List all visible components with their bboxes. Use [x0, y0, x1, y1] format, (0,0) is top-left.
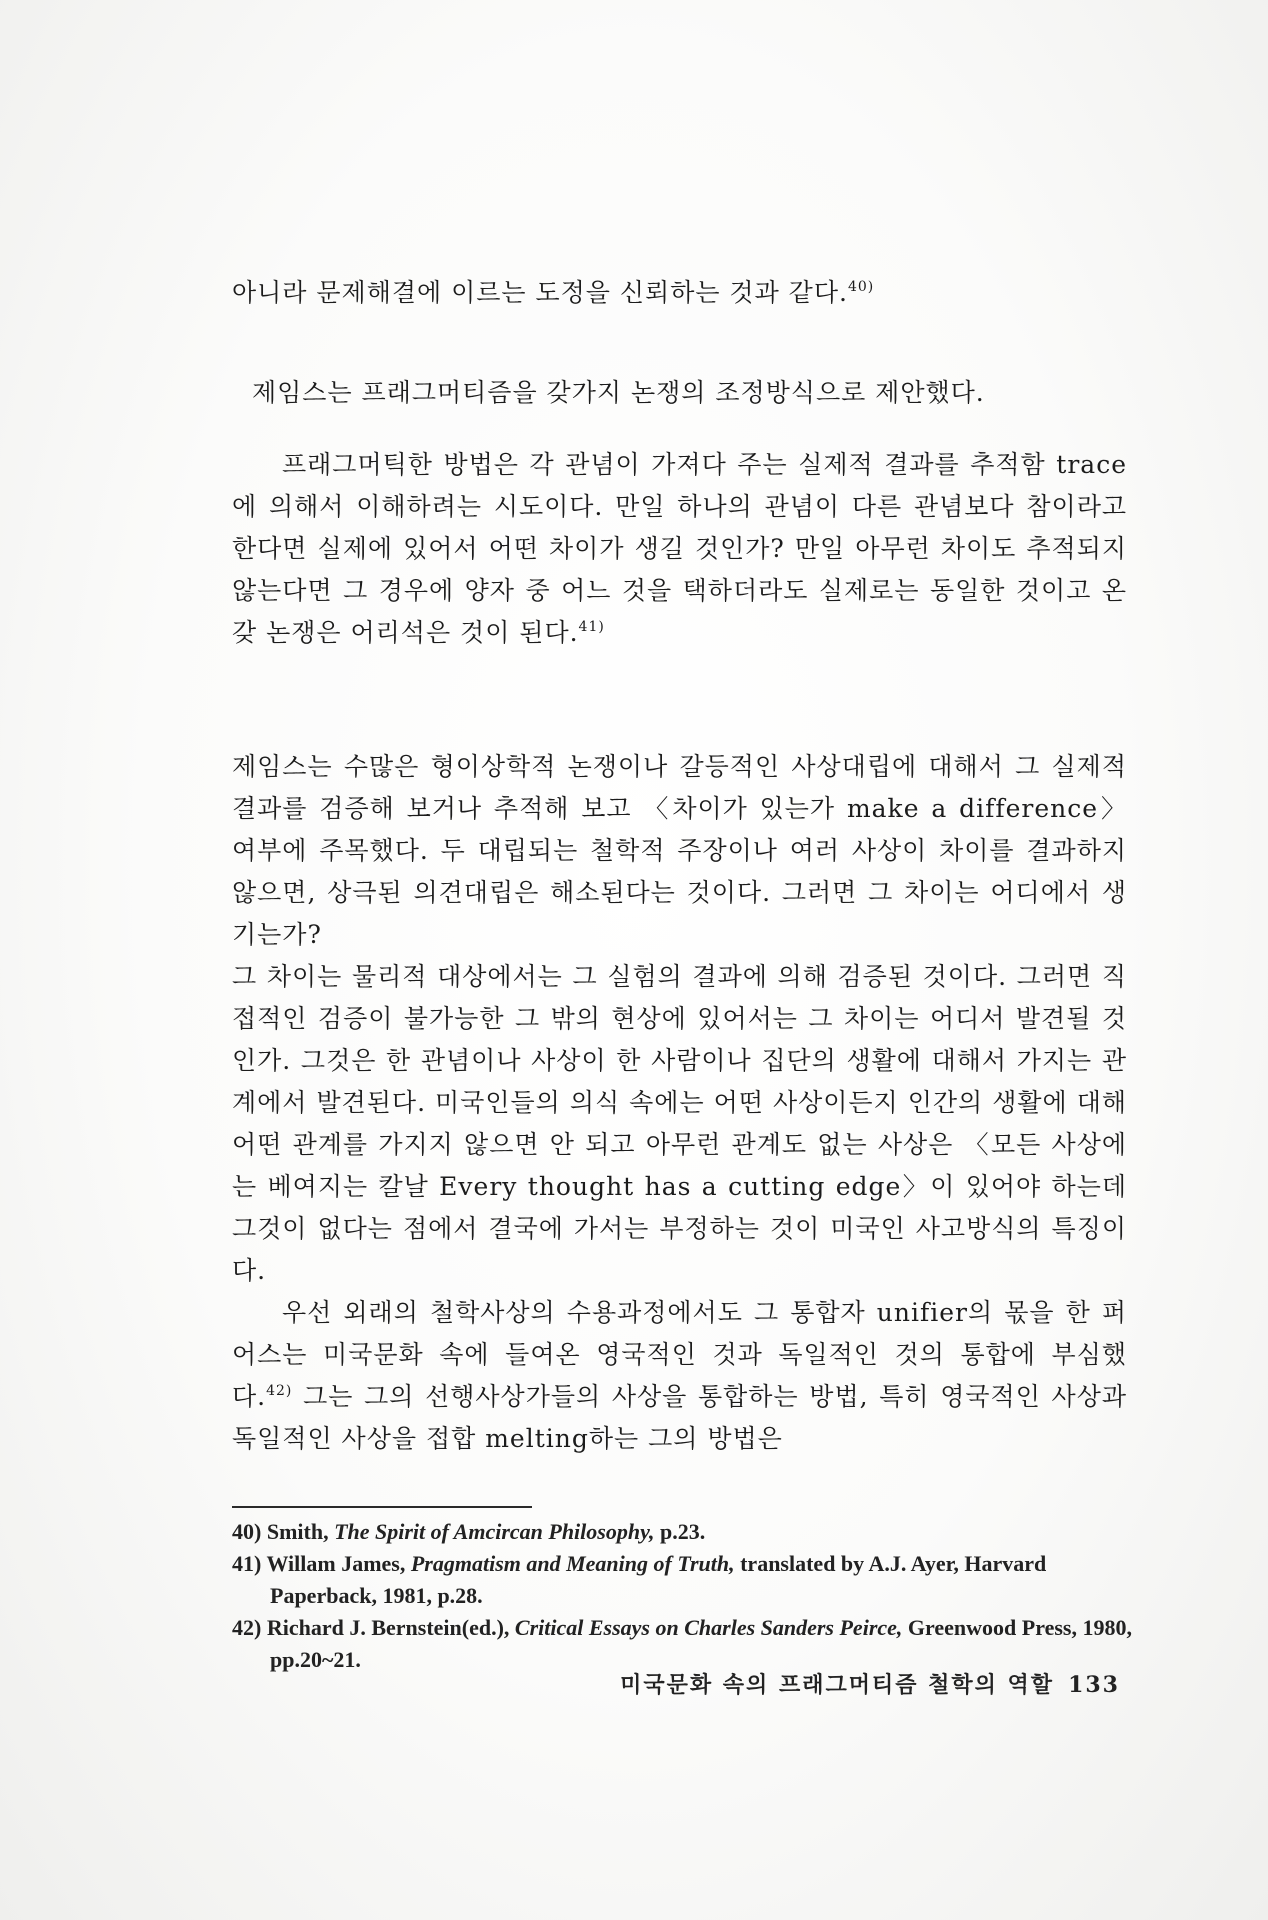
paragraph-text: 프래그머틱한 방법은 각 관념이 가져다 주는 실제적 결과를 추적함 trace에 의해서 이해하려는 시도이다. 만일 하나의 관념이 다른 관념보다 참이라고 한다면 실제에 있어서 어떤 차이가 생길 것인가? 만일 아무런 차이도 추적되지 않는다면 그 경우에 양자 중 어느 것을 택하더라도 실제로는 동일한 것이고 온갖 논쟁은 어리석은 것이 된다. [232, 450, 1127, 647]
footnote-number: 42) [232, 1615, 262, 1640]
paragraph-text: 그는 그의 선행사상가들의 사상을 통합하는 방법, 특히 영국적인 사상과 독일적인 사상을 접합 melting하는 그의 방법은 [232, 1382, 1127, 1453]
footnote-author: Smith, [266, 1519, 335, 1544]
running-title: 미국문화 속의 프래그머티즘 철학의 역할 [620, 1672, 1055, 1698]
footnote-author: Richard J. Bernstein(ed.), [266, 1615, 515, 1640]
paragraph-difference: 그 차이는 물리적 대상에서는 그 실험의 결과에 의해 검증된 것이다. 그러면 직접적인 검증이 불가능한 그 밖의 현상에 있어서는 그 차이는 어디서 발견될 것인가. 그것은 한 관념이나 사상이 한 사람이나 집단의 생활에 대해서 가지는 관계에서 발견된다. 미국인들의 의식 속에는 어떤 사상이든지 인간의 생활에 대해 어떤 관계를 가지지 않으면 안 되고 아무런 관계도 없는 사상은 〈모든 사상에는 베여지는 칼날 Every thought has a cutting edge〉이 있어야 하는데 그것이 없다는 점에서 결국에 가서는 부정하는 것이 미국인 사고방식의 특징이다. [232, 962, 1127, 1285]
paragraph-metaphysical-disputes: 제임스는 수많은 형이상학적 논쟁이나 갈등적인 사상대립에 대해서 그 실제적 결과를 검증해 보거나 추적해 보고 〈차이가 있는가 make a difference〉 여부에 주목했다. 두 대립되는 철학적 주장이나 여러 사상이 차이를 결과하지 않으면, 상극된 의견대립은 해소된다는 것이다. 그러면 그 차이는 어디에서 생기는가? [232, 752, 1127, 949]
footnote-41 [232, 1548, 1132, 1612]
paragraph-pragmatic-method [232, 444, 1127, 654]
paragraph-group-main [232, 746, 1127, 1460]
paragraph-continuation [232, 272, 1127, 314]
footnote-title: Pragmatism and Meaning of Truth, [410, 1551, 735, 1576]
paragraph-peirce-unifier [232, 1292, 1127, 1460]
footnote-divider [232, 1506, 532, 1508]
footnote-40 [232, 1516, 1132, 1548]
footnote-ref-41: 41) [578, 619, 605, 635]
footnote-ref-40: 40) [847, 279, 875, 295]
footnote-ref-42: 42) [266, 1383, 293, 1399]
paragraph-text: 아니라 문제해결에 이르는 도정을 신뢰하는 것과 같다. [232, 278, 848, 307]
footnote-number: 40) [232, 1519, 262, 1544]
page-number: 133 [1068, 1672, 1120, 1698]
footnotes [232, 1516, 1132, 1676]
footnote-author: Willam James, [266, 1551, 411, 1576]
footnote-title: Critical Essays on Charles Sanders Peirce, [514, 1615, 903, 1640]
footnote-details: Greenwood Press, 1980, pp.20~21. [270, 1615, 1132, 1672]
footnote-title: The Spirit of Amcircan Philosophy, [334, 1519, 655, 1544]
paragraph-text: 우선 외래의 철학사상의 수용과정에서도 그 통합자 unifier의 몫을 한 퍼어스는 미국문화 속에 들여온 영국적인 것과 독일적인 것의 통합에 부심했다. [232, 1298, 1127, 1411]
paragraph-james-proposal [252, 372, 1147, 414]
paragraph-text: 제임스는 프래그머티즘을 갖가지 논쟁의 조정방식으로 제안했다. [252, 378, 985, 407]
footnote-number: 41) [232, 1551, 262, 1576]
footnote-details: p.23. [654, 1519, 706, 1544]
footnote-details: translated by A.J. Ayer, Harvard Paperback, 1981, p.28. [270, 1551, 1047, 1608]
running-footer [560, 1668, 1120, 1699]
footnote-42 [232, 1612, 1132, 1676]
